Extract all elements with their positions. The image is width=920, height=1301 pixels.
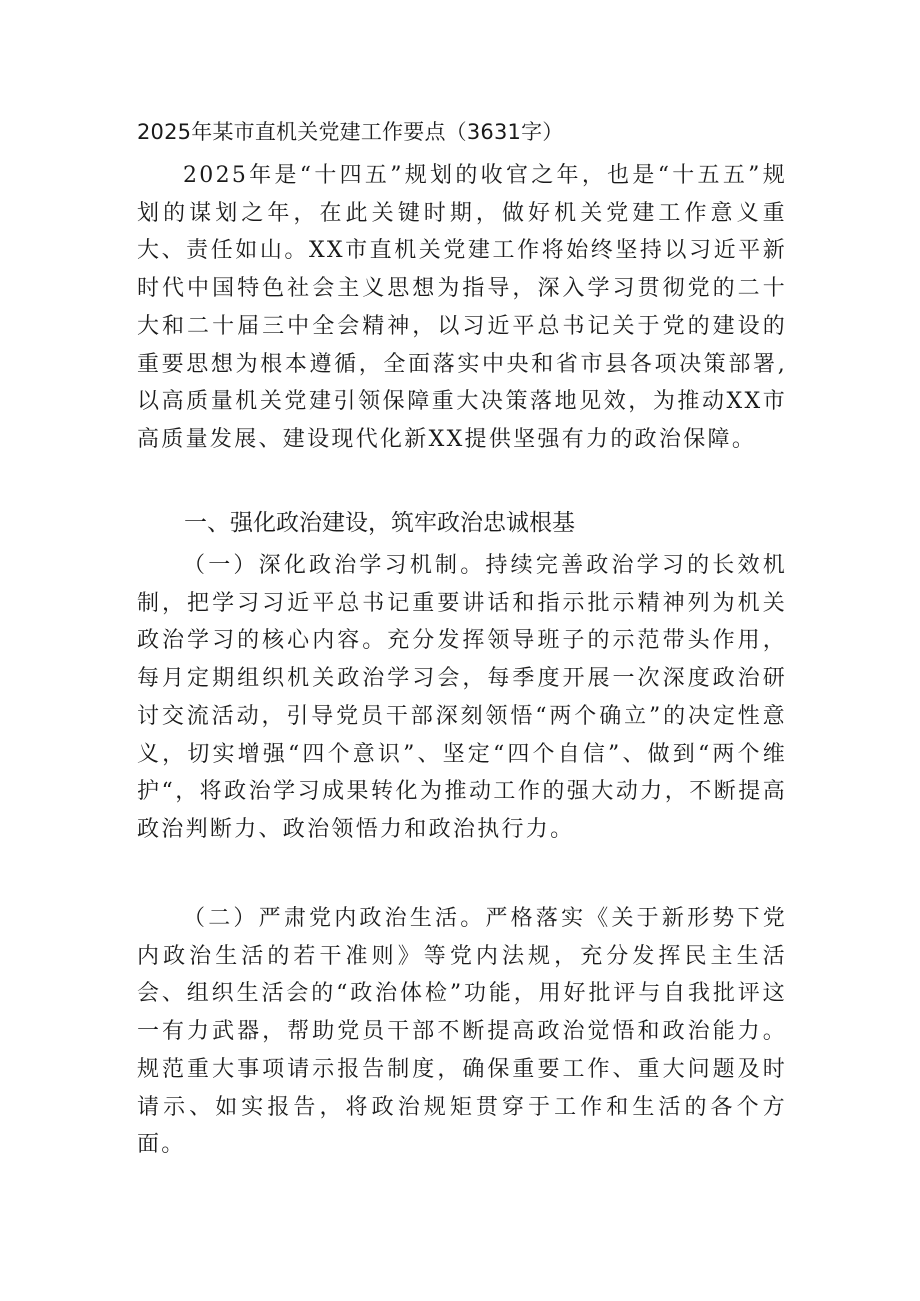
- intro-paragraph: 2025年是“十四五”规划的收官之年，也是“十五五”规划的谋划之年，在此关键时期，做好机关党建工作意义重大、责任如山。XX市直机关党建工作将始终坚持以习近平新时代中国特色社会主义思想为指导，深入学习贯彻党的二十大和二十届三中全会精神，以习近平总书记关于党的建设的重要思想为根本遵循，全面落实中央和省市县各项决策部署,以高质量机关党建引领保障重大决策落地见效，为推动XX市高质量发展、建设现代化新XX提供坚强有力的政治保障。: [137, 163, 787, 452]
- section-heading: 一、强化政治建设，筑牢政治忠诚根基: [184, 510, 575, 536]
- paragraph-item-2: （二）严肃党内政治生活。严格落实《关于新形势下党内政治生活的若干准则》等党内法规，充分发挥民主生活会、组织生活会的“政治体检”功能，用好批评与自我批评这一有力武器，帮助党员干部不断提高政治觉悟和政治能力。规范重大事项请示报告制度，确保重要工作、重大问题及时请示、如实报告，将政治规矩贯穿于工作和生活的各个方面。: [137, 906, 787, 1158]
- paragraph-item-1: （一）深化政治学习机制。持续完善政治学习的长效机制，把学习习近平总书记重要讲话和指示批示精神列为机关政治学习的核心内容。充分发挥领导班子的示范带头作用，每月定期组织机关政治学习会，每季度开展一次深度政治研讨交流活动，引导党员干部深刻领悟“两个确立”的决定性意义，切实增强“四个意识”、坚定“四个自信”、做到“两个维护“，将政治学习成果转化为推动工作的强大动力，不断提高政治判断力、政治领悟力和政治执行力。: [137, 553, 787, 842]
- document-title: 2025年某市直机关党建工作要点（3631字）: [137, 120, 564, 144]
